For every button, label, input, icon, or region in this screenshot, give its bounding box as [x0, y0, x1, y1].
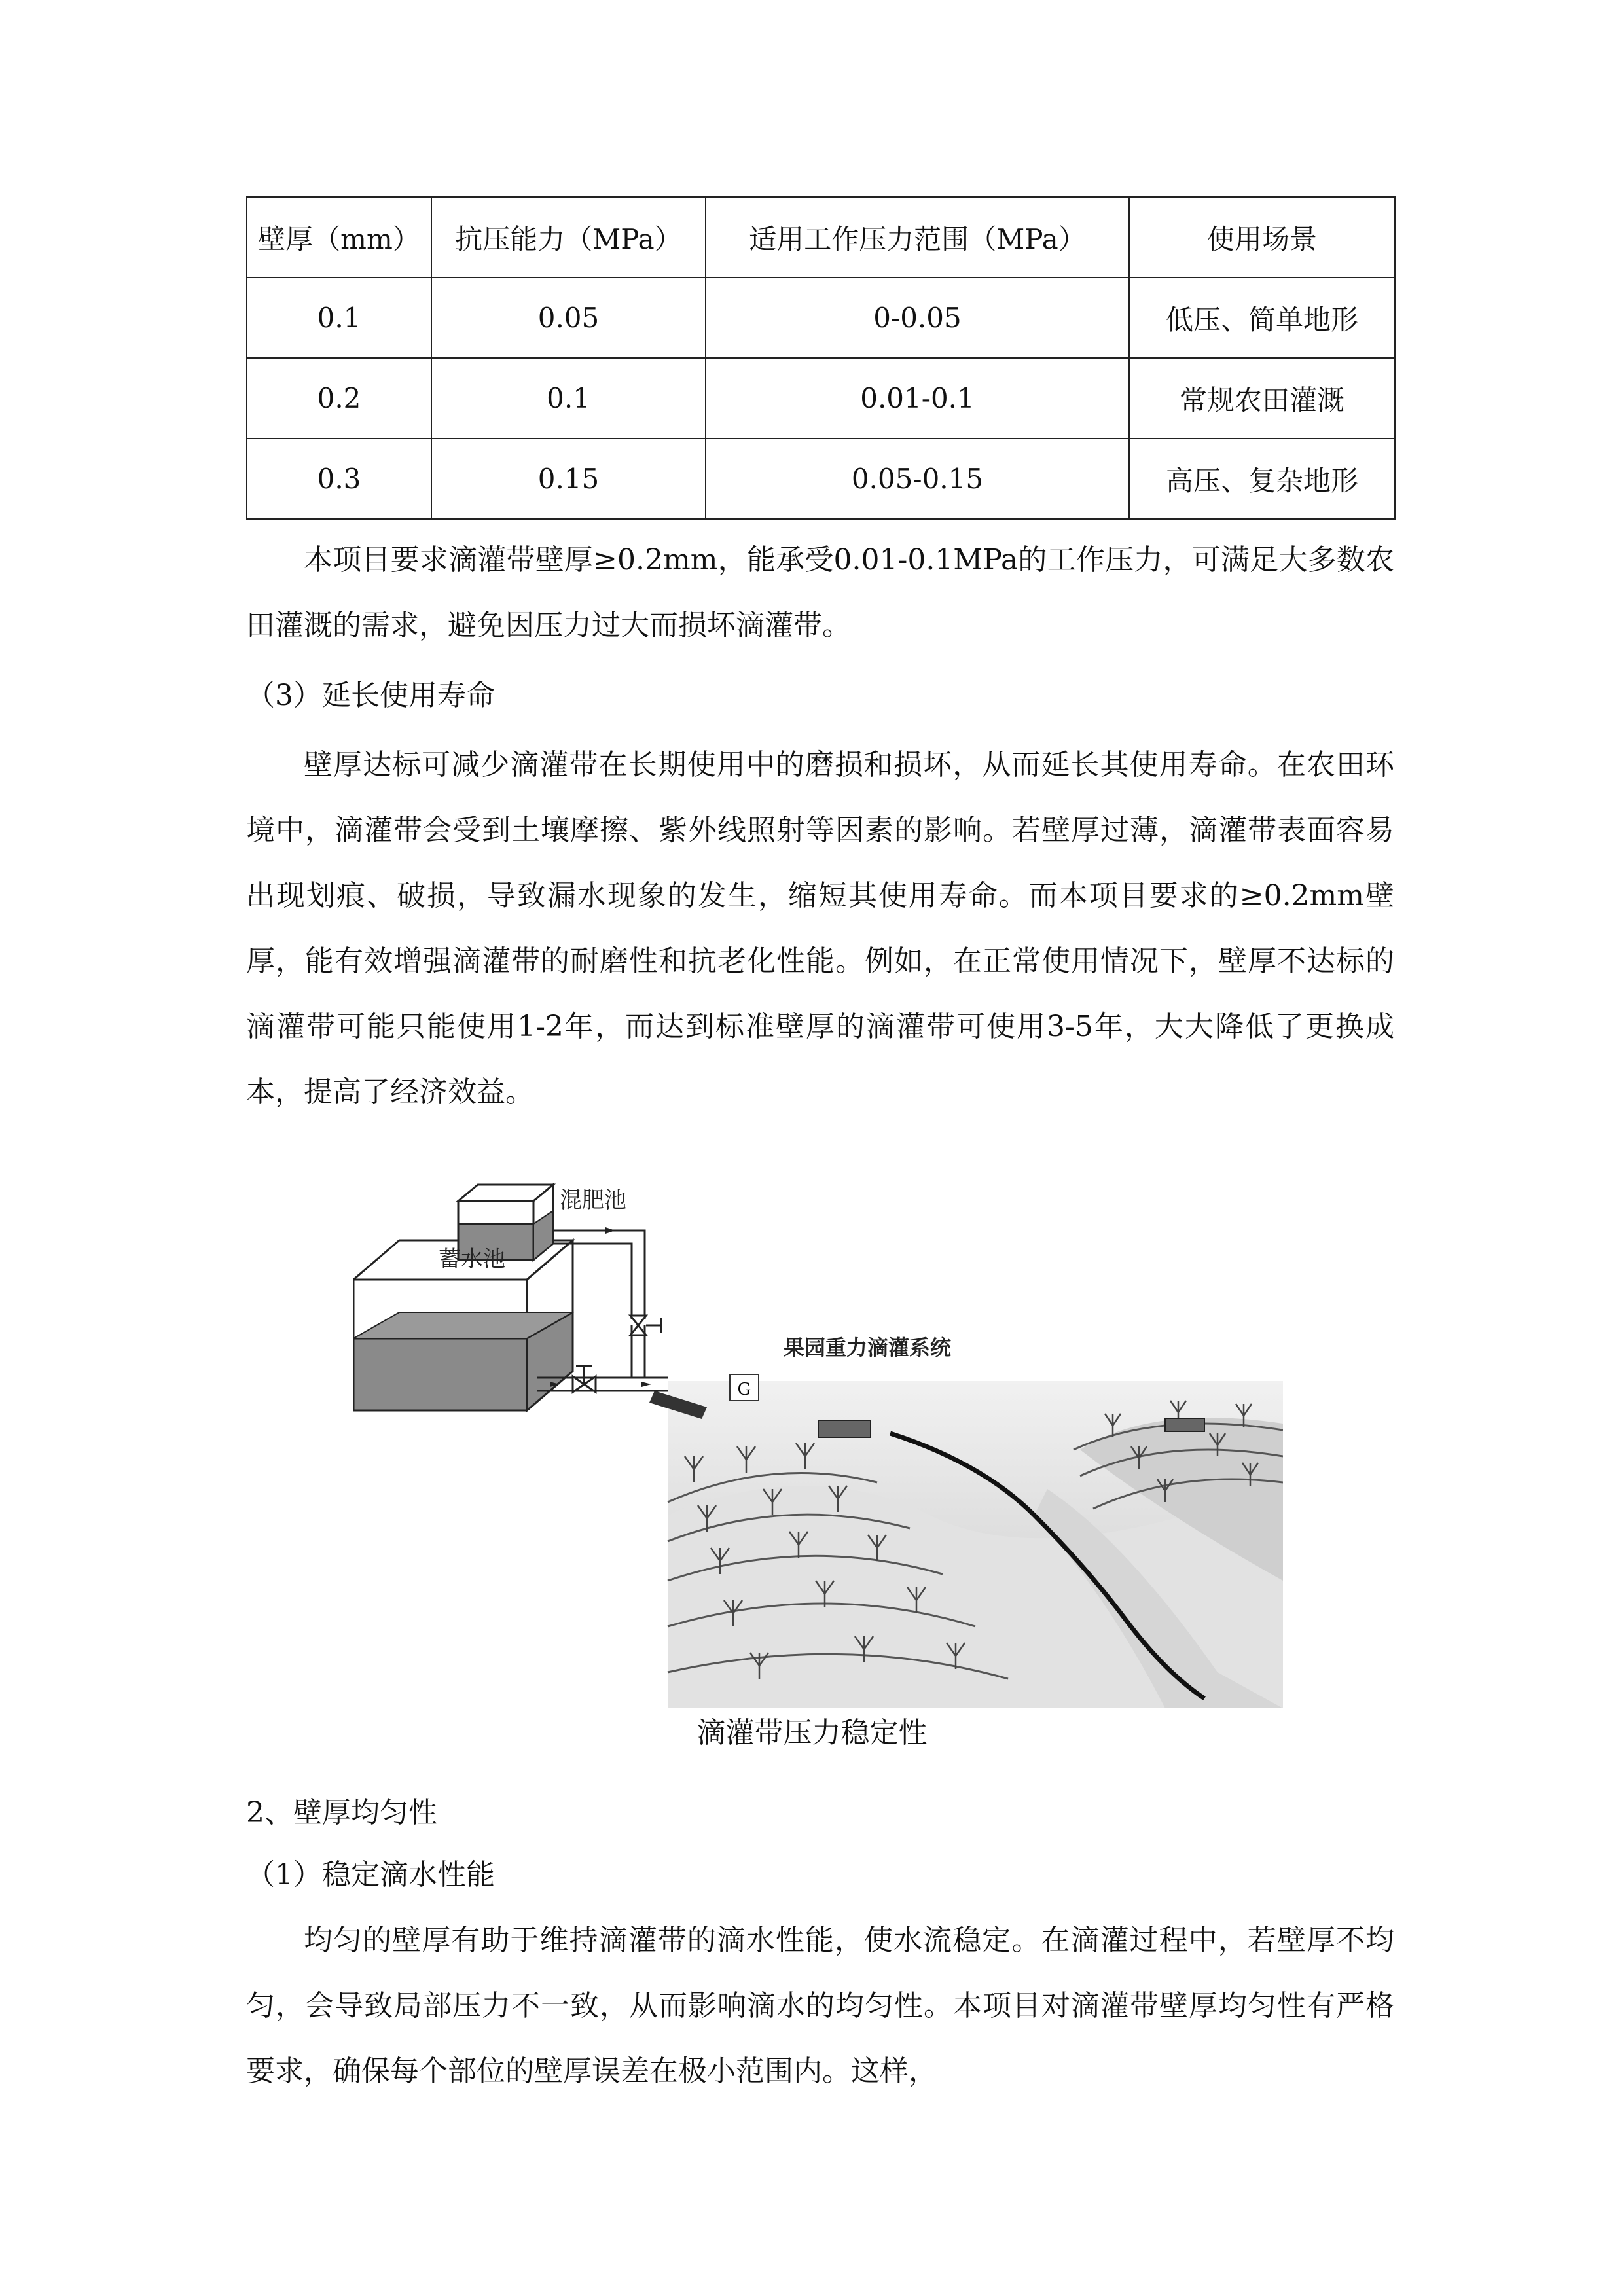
table-row: [247, 439, 1395, 519]
reservoir-label: 蓄水池: [439, 1246, 505, 1272]
table-cell: 0.3: [247, 439, 431, 519]
table-cell: 0-0.05: [706, 278, 1129, 358]
table-cell: 0.1: [431, 358, 706, 439]
figure-caption: 滴灌带压力稳定性: [696, 1716, 928, 1749]
spec-table: [246, 196, 1396, 520]
header-cell: 抗压能力（MPa）: [431, 197, 706, 278]
table-cell: 0.15: [431, 439, 706, 519]
table-cell: 0.05-0.15: [706, 439, 1129, 519]
paragraph-drip-performance: 均匀的壁厚有助于维持滴灌带的滴水性能，使水流稳定。在滴灌过程中，若壁厚不均匀，会导致局部压力不一致，从而影响滴水的均匀性。本项目对滴灌带壁厚均匀性有严格要求，确保每个部位的壁厚误差在极小范围内。这样，: [246, 1924, 1394, 2088]
section-heading-uniformity: 2、壁厚均匀性: [246, 1796, 437, 1829]
subsection-heading-drip-performance: （1）稳定滴水性能: [246, 1858, 495, 1892]
table-header-row: [247, 197, 1395, 278]
table-cell: 0.01-0.1: [706, 358, 1129, 439]
header-cell: 壁厚（mm）: [247, 197, 431, 278]
orchard-landscape: [649, 1374, 1283, 1708]
table-row: [247, 358, 1395, 439]
table-cell: 常规农田灌溉: [1129, 358, 1395, 439]
table-cell: 0.2: [247, 358, 431, 439]
table-cell: 高压、复杂地形: [1129, 439, 1395, 519]
gravity-drip-irrigation-figure: [353, 1175, 1283, 1708]
table-row: [247, 278, 1395, 358]
table-cell: 0.1: [247, 278, 431, 358]
system-title-label: 果园重力滴灌系统: [783, 1335, 952, 1360]
header-cell: 使用场景: [1129, 197, 1395, 278]
paragraph-wall-thickness-requirement: 本项目要求滴灌带壁厚≥0.2mm，能承受0.01-0.1MPa的工作压力，可满足大多数农田灌溉的需求，避免因压力过大而损坏滴灌带。: [246, 543, 1394, 642]
header-cell: 适用工作压力范围（MPa）: [706, 197, 1129, 278]
table-cell: 0.05: [431, 278, 706, 358]
table-cell: 低压、简单地形: [1129, 278, 1395, 358]
valve-icon: [573, 1316, 661, 1392]
fertilizer-tank-label: 混肥池: [560, 1187, 626, 1213]
section-heading-service-life: （3）延长使用寿命: [246, 679, 495, 712]
svg-text:G: G: [737, 1379, 751, 1399]
paragraph-service-life: 壁厚达标可减少滴灌带在长期使用中的磨损和损坏，从而延长其使用寿命。在农田环境中，滴灌带会受到土壤摩擦、紫外线照射等因素的影响。若壁厚过薄，滴灌带表面容易出现划痕、破损，导致漏水现象的发生，缩短其使用寿命。而本项目要求的≥0.2mm壁厚，能有效增强滴灌带的耐磨性和抗老化性能。例如，在正常使用情况下，壁厚不达标的滴灌带可能只能使用1-2年，而达到标准壁厚的滴灌带可使用3-5年，大大降低了更换成本，提高了经济效益。: [246, 748, 1394, 1109]
irrigation-illustration: [353, 1175, 1283, 1708]
